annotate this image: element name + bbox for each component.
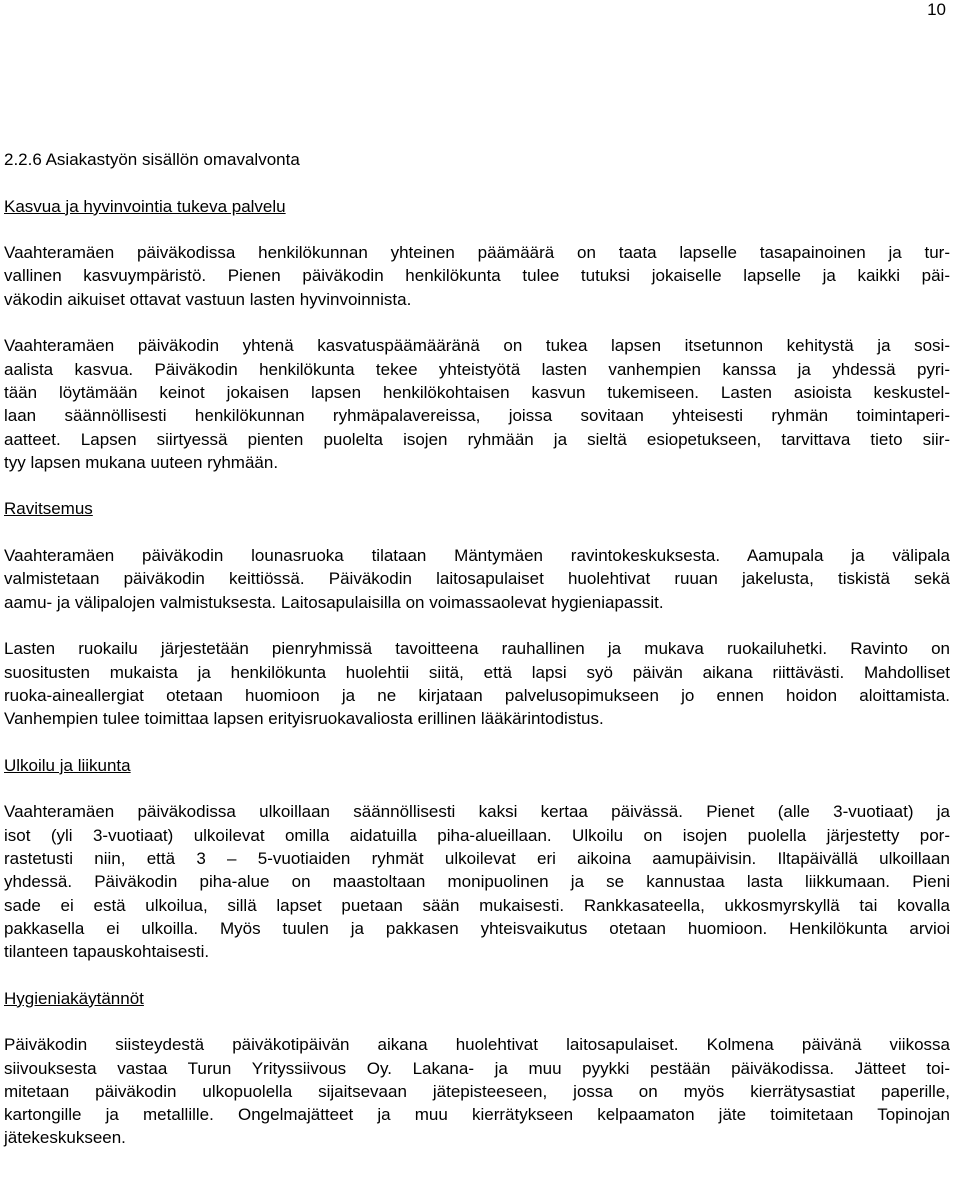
paragraph [4,800,950,963]
text-line: rastetusti niin, että 3 – 5-vuotiaiden ryhmät ulkoilevat eri aikoina aamupäivisin. Iltapäivällä ulkoillaan [4,848,950,868]
spacer [4,963,950,986]
text-line: aatteet. Lapsen siirtyessä pienten puolelta isojen ryhmään ja sieltä esiopetukseen, tarvittava tieto siir- [4,429,950,449]
text-line: tään löytämään keinot jokaisen lapsen henkilökohtaisen kasvun tukemiseen. Lasten asioista keskustel- [4,382,950,402]
page-number: 10 [927,0,946,19]
section-heading: 2.2.6 Asiakastyön sisällön omavalvonta [4,150,300,169]
paragraph [4,637,950,730]
text-line: aalista kasvua. Päiväkodin henkilökunta tekee yhteistyötä lasten vanhempien kanssa ja yhdessä pyri- [4,359,950,379]
text-line: jätekeskukseen. [4,1128,126,1148]
spacer [4,777,950,800]
subsection-heading-kasvua: Kasvua ja hyvinvointia tukeva palvelu [4,196,286,216]
text-line: siivouksesta vastaa Turun Yrityssiivous Oy. Lakana- ja muu pyykki pestään päiväkodissa. Jätteet toi- [4,1058,950,1078]
spacer [4,311,950,334]
text-line: yhdessä. Päiväkodin piha-alue on maastoltaan monipuolinen ja se kannustaa lasta liikkumaan. Pieni [4,872,950,892]
spacer [4,171,950,194]
text-line: vallinen kasvuympäristö. Pienen päiväkodin henkilökunta tulee tutuksi jokaiselle lapselle ja kaikki päi- [4,266,950,286]
spacer [4,521,950,544]
subsection-heading-hygienia: Hygieniakäytännöt [4,988,144,1008]
text-line: ruoka-aineallergiat otetaan huomioon ja ne kirjataan palvelusopimukseen jo ennen hoidon aloittamista. [4,685,950,705]
text-line: mitetaan päiväkodin ulkopuolella sijaitsevaan jätepisteeseen, jossa on myös kierrätysastiat paperille, [4,1081,950,1101]
text-line: tyy lapsen mukana uuteen ryhmään. [4,452,279,472]
text-line: Vaahteramäen päiväkodin yhtenä kasvatuspäämääränä on tukea lapsen itsetunnon kehitystä ja sosi- [4,336,950,356]
paragraph [4,334,950,474]
document-body [4,148,950,1150]
subsection-heading-ravitsemus: Ravitsemus [4,499,93,519]
text-line: laan säännöllisesti henkilökunnan ryhmäpalavereissa, joissa sovitaan yhteisesti ryhmän toimintaperi- [4,406,950,426]
text-line: isot (yli 3-vuotiaat) ulkoilevat omilla aidatuilla piha-alueillaan. Ulkoilu on isojen puolella järjestetty por- [4,825,950,845]
text-line: sade ei estä ulkoilua, sillä lapset puetaan sään mukaisesti. Rankkasateella, ukkosmyrskyllä tai kovalla [4,895,950,915]
spacer [4,218,950,241]
text-line: tilanteen tapauskohtaisesti. [4,942,210,962]
text-line: suositusten mukaista ja henkilökunta huolehtii siitä, että lapsi syö päivän aikana riittävästi. Mahdolliset [4,662,950,682]
subsection-heading-ulkoilu: Ulkoilu ja liikunta [4,755,131,775]
text-line: Vanhempien tulee toimittaa lapsen erityisruokavaliosta erillinen lääkärintodistus. [4,709,604,729]
text-line: väkodin aikuiset ottavat vastuun lasten hyvinvoinnista. [4,289,412,309]
text-line: Vaahteramäen päiväkodin lounasruoka tilataan Mäntymäen ravintokeskuksesta. Aamupala ja välipala [4,546,950,566]
paragraph [4,544,950,614]
paragraph [4,1033,950,1149]
text-line: valmistetaan päiväkodin keittiössä. Päiväkodin laitosapulaiset huolehtivat ruuan jakelusta, tiskistä sekä [4,569,950,589]
text-line: Lasten ruokailu järjestetään pienryhmissä tavoitteena rauhallinen ja mukava ruokailuhetki. Ravinto on [4,639,950,659]
spacer [4,614,950,637]
text-line: Päiväkodin siisteydestä päiväkotipäivän aikana huolehtivat laitosapulaiset. Kolmena päivänä viikossa [4,1035,950,1055]
text-line: Vaahteramäen päiväkodissa ulkoillaan säännöllisesti kaksi kertaa päivässä. Pienet (alle 3-vuotiaat) ja [4,802,950,822]
paragraph [4,241,950,311]
spacer [4,1010,950,1033]
text-line: Vaahteramäen päiväkodissa henkilökunnan yhteinen päämäärä on taata lapselle tasapainoinen ja tur- [4,243,950,263]
spacer [4,730,950,753]
text-line: pakkasella ei ulkoilla. Myös tuulen ja pakkasen yhteisvaikutus otetaan huomioon. Henkilökunta arvioi [4,918,950,938]
text-line: aamu- ja välipalojen valmistuksesta. Laitosapulaisilla on voimassaolevat hygieniapassit. [4,592,664,612]
spacer [4,474,950,497]
text-line: kartongille ja metallille. Ongelmajätteet ja muu kierrätykseen kelpaamaton jäte toimitetaan Topinojan [4,1105,950,1125]
